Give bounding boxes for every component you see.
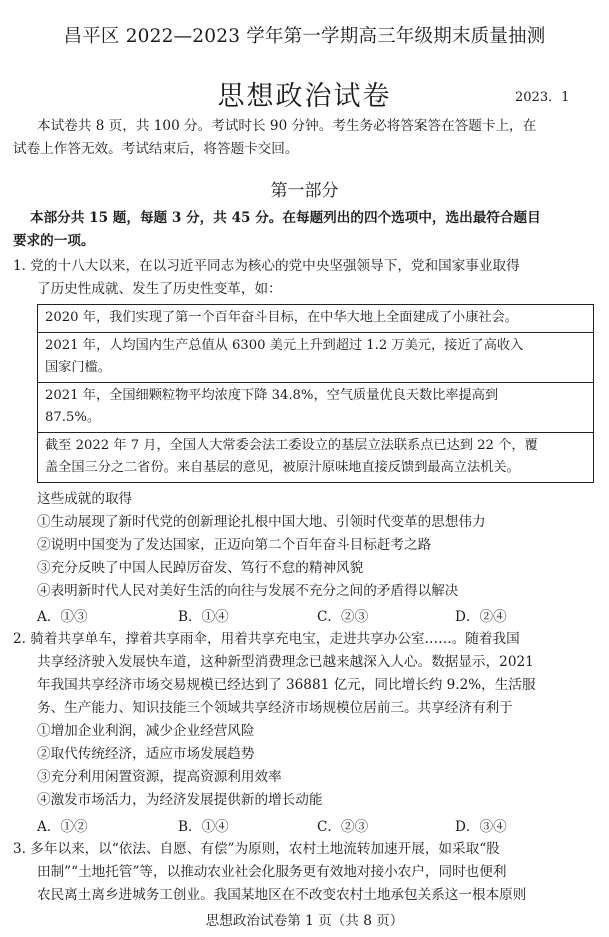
exam-date: 2023．1 — [515, 90, 570, 105]
q3-stem-line-3: 农民离土离乡进城务工创业。我国某地区在不改变农村土地承包关系这一根本原则 — [37, 887, 527, 903]
table-row — [38, 433, 593, 482]
table-cell-line: 2021 年，人均国内生产总值从 6300 美元上升到超过 1.2 万美元，接近了高收入 — [45, 337, 524, 353]
q2-option-4: ④激发市场活力，为经济发展提供新的增长动能 — [37, 792, 323, 808]
q2-option-1: ①增加企业利润，减少企业经营风险 — [37, 723, 255, 739]
q2-stem-line-3: 年我国共享经济市场交易规模已经达到了 36881 亿元，同比增长约 9.2%，生活服 — [37, 677, 536, 693]
q1-option-2: ②说明中国变为了发达国家，正迈向第二个百年奋斗目标赶考之路 — [37, 537, 432, 553]
table-cell-line: 2021 年，全国细颗粒物平均浓度下降 34.8%，空气质量优良天数比率提高到 — [45, 387, 499, 403]
section-title: 第一部分 — [270, 181, 339, 201]
table-cell-line: 盖全国三分之二省份。来自基层的意见，被原汁原味地直接反馈到最高立法机关。 — [45, 460, 520, 475]
exam-title: 昌平区 2022—2023 学年第一学期高三年级期末质量抽测 — [63, 26, 546, 47]
q1-option-1: ①生动展现了新时代党的创新理论扎根中国大地、引领时代变革的思想伟力 — [37, 514, 486, 530]
q2-choice-b[interactable]: B．①④ — [178, 819, 229, 835]
page-footer: 思想政治试卷第 1 页（共 8 页） — [205, 913, 404, 929]
q2-stem-line-2: 共享经济驶入发展快车道，这种新型消费理念已越来越深入人心。数据显示，2021 — [37, 654, 534, 670]
instructions-line-2: 试卷上作答无效。考试结束后，将答题卡交回。 — [13, 141, 299, 157]
q2-stem-line-1: 2. 骑着共享单车，撑着共享雨伞，用着共享充电宝，走进共享办公室……。随着我国 — [13, 631, 520, 647]
q2-choice-c[interactable]: C．②③ — [317, 819, 369, 835]
q1-option-3: ③充分反映了中国人民踔厉奋发、笃行不怠的精神风貌 — [37, 560, 364, 576]
subject-title: 思想政治试卷 — [217, 81, 392, 112]
achievements-table — [37, 304, 594, 483]
section-instructions-line-2: 要求的一项。 — [13, 233, 95, 249]
q1-choice-a[interactable]: A．①③ — [37, 609, 88, 625]
q1-lead: 这些成就的取得 — [37, 491, 133, 507]
q2-option-2: ②取代传统经济，适应市场发展趋势 — [37, 746, 255, 762]
q2-stem-line-4: 务、生产能力、知识技能三个领域共享经济市场规模位居前三。共享经济有利于 — [37, 700, 513, 716]
section-instructions-line-1: 本部分共 15 题，每题 3 分，共 45 分。在每题列出的四个选项中，选出最符合题目 — [30, 210, 541, 226]
q1-option-4: ④表明新时代人民对美好生活的向往与发展不充分之间的矛盾得以解决 — [37, 583, 459, 599]
q3-stem-line-2: 田制”“土地托管”等，以推动农业社会化服务更有效地对接小农户，同时也便利 — [37, 864, 507, 880]
table-cell-line: 截至 2022 年 7 月，全国人大常委会法工委设立的基层立法联系点已达到 22 个，覆 — [45, 437, 538, 453]
table-row — [38, 383, 593, 433]
q2-option-3: ③充分利用闲置资源，提高资源利用效率 — [37, 769, 282, 785]
table-row — [38, 333, 593, 383]
q1-stem-line-2: 了历史性成就、发生了历史性变革，如： — [37, 281, 282, 297]
table-row — [38, 305, 593, 333]
instructions-line-1: 本试卷共 8 页，共 100 分。考试时长 90 分钟。考生务必将答案答在答题卡上，在 — [37, 118, 537, 134]
table-cell-line: 国家门槛。 — [45, 360, 111, 375]
q2-choice-a[interactable]: A．①② — [37, 819, 88, 835]
q3-stem-line-1: 3. 多年以来，以“依法、自愿、有偿”为原则，农村土地流转加速开展，如采取“股 — [13, 841, 500, 857]
q1-choice-c[interactable]: C．②③ — [317, 609, 369, 625]
q1-stem-line-1: 1. 党的十八大以来，在以习近平同志为核心的党中央坚强领导下，党和国家事业取得 — [13, 258, 520, 274]
q2-choice-d[interactable]: D．③④ — [455, 819, 507, 835]
table-cell-line: 2020 年，我们实现了第一个百年奋斗目标，在中华大地上全面建成了小康社会。 — [45, 310, 518, 325]
table-cell-line: 87.5%。 — [45, 410, 101, 425]
q1-choice-d[interactable]: D．②④ — [455, 609, 507, 625]
q1-choice-b[interactable]: B．①④ — [178, 609, 229, 625]
